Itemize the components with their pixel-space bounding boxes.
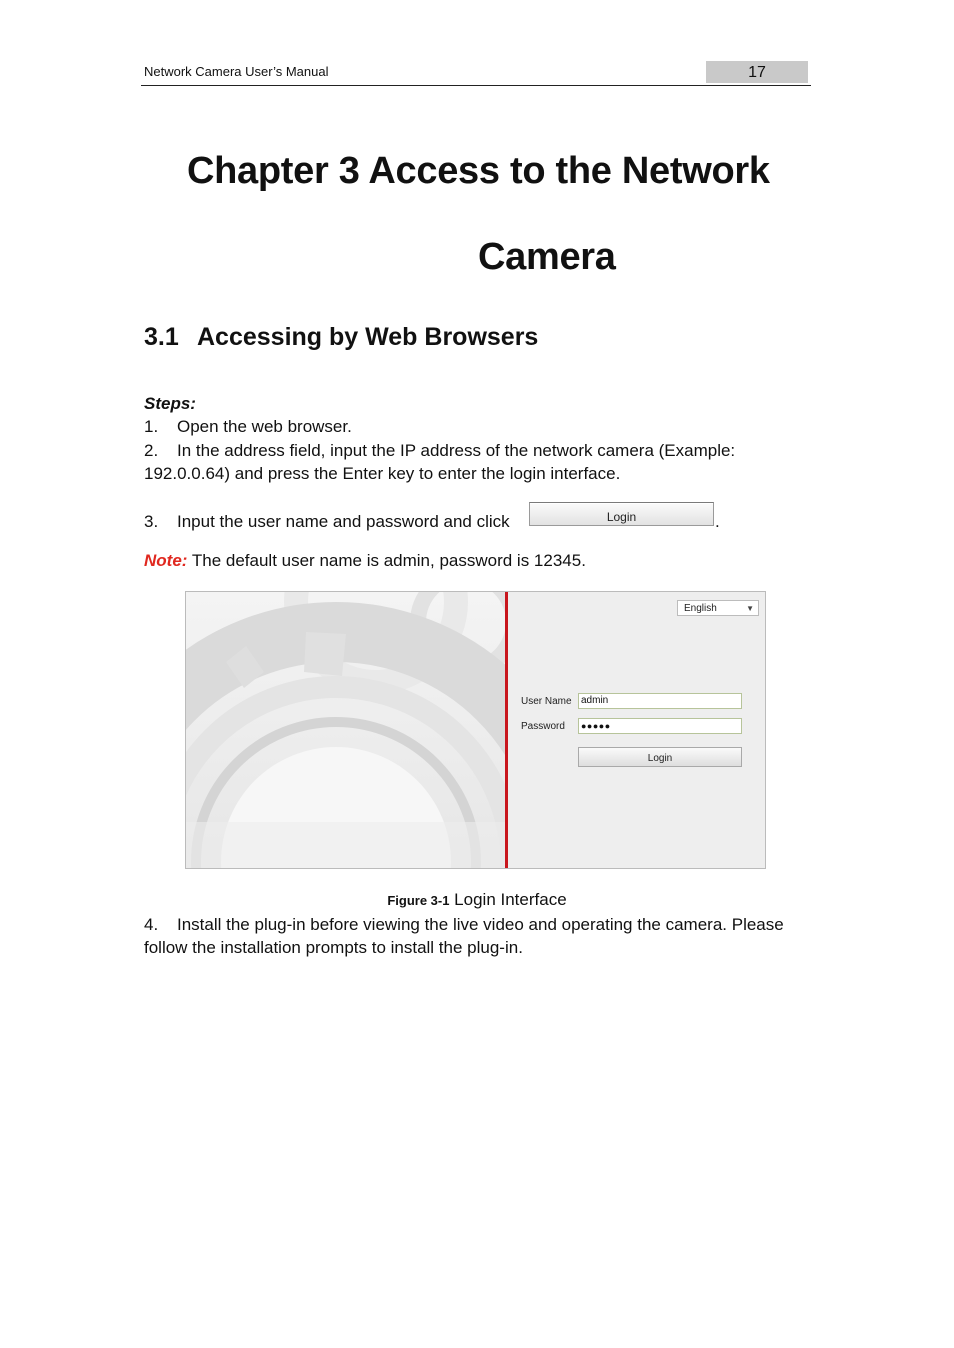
password-input[interactable]: ●●●●● [578,718,742,734]
login-button-illustration: Login [529,502,714,526]
step-3-period: . [715,512,720,531]
note [144,551,586,571]
chapter-title-line-1: Chapter 3 Access to the Network [187,150,770,192]
step-number: 3. [144,512,159,531]
step-text: In the address field, input the IP address of the network camera (Example: [177,441,736,460]
login-button[interactable]: Login [578,747,742,767]
note-text: The default user name is admin, password is 12345. [187,551,586,570]
step-text: Input the user name and password and click [177,512,510,531]
decorative-background-panel [186,592,505,868]
step-4-continuation: follow the installation prompts to install the plug-in. [144,938,523,957]
page-number: 17 [706,61,808,83]
chevron-down-icon: ▼ [746,604,754,613]
running-header-title: Network Camera User’s Manual [144,64,329,79]
username-label: User Name [521,696,572,707]
step-2-continuation: 192.0.0.64) and press the Enter key to enter the login interface. [144,464,621,483]
step-number: 4. [144,915,159,934]
note-label: Note: [144,551,188,570]
header-rule [141,85,811,86]
step-4 [144,915,784,935]
login-interface-figure [185,591,766,869]
chapter-title [140,128,840,300]
step-number: 2. [144,441,159,460]
steps-label: Steps: [144,394,196,413]
section-title: Accessing by Web Browsers [197,323,539,351]
figure-caption [0,890,954,910]
chapter-title-line-2: Camera [478,236,616,278]
step-1 [144,417,352,437]
username-input[interactable]: admin [578,693,742,709]
camera-lens-graphic [186,592,505,868]
step-text: Install the plug-in before viewing the live video and operating the camera. Please [177,915,784,934]
step-3 [144,512,510,532]
login-form-panel [508,592,765,868]
language-select-value: English [684,603,717,614]
step-number: 1. [144,417,159,436]
section-heading [144,323,538,352]
step-text: Open the web browser. [177,417,352,436]
language-select[interactable] [677,600,759,616]
step-2 [144,441,735,461]
password-label: Password [521,721,565,732]
figure-number: Figure 3-1 [387,893,450,908]
figure-caption-text: Login Interface [449,890,567,909]
section-number: 3.1 [144,323,179,351]
